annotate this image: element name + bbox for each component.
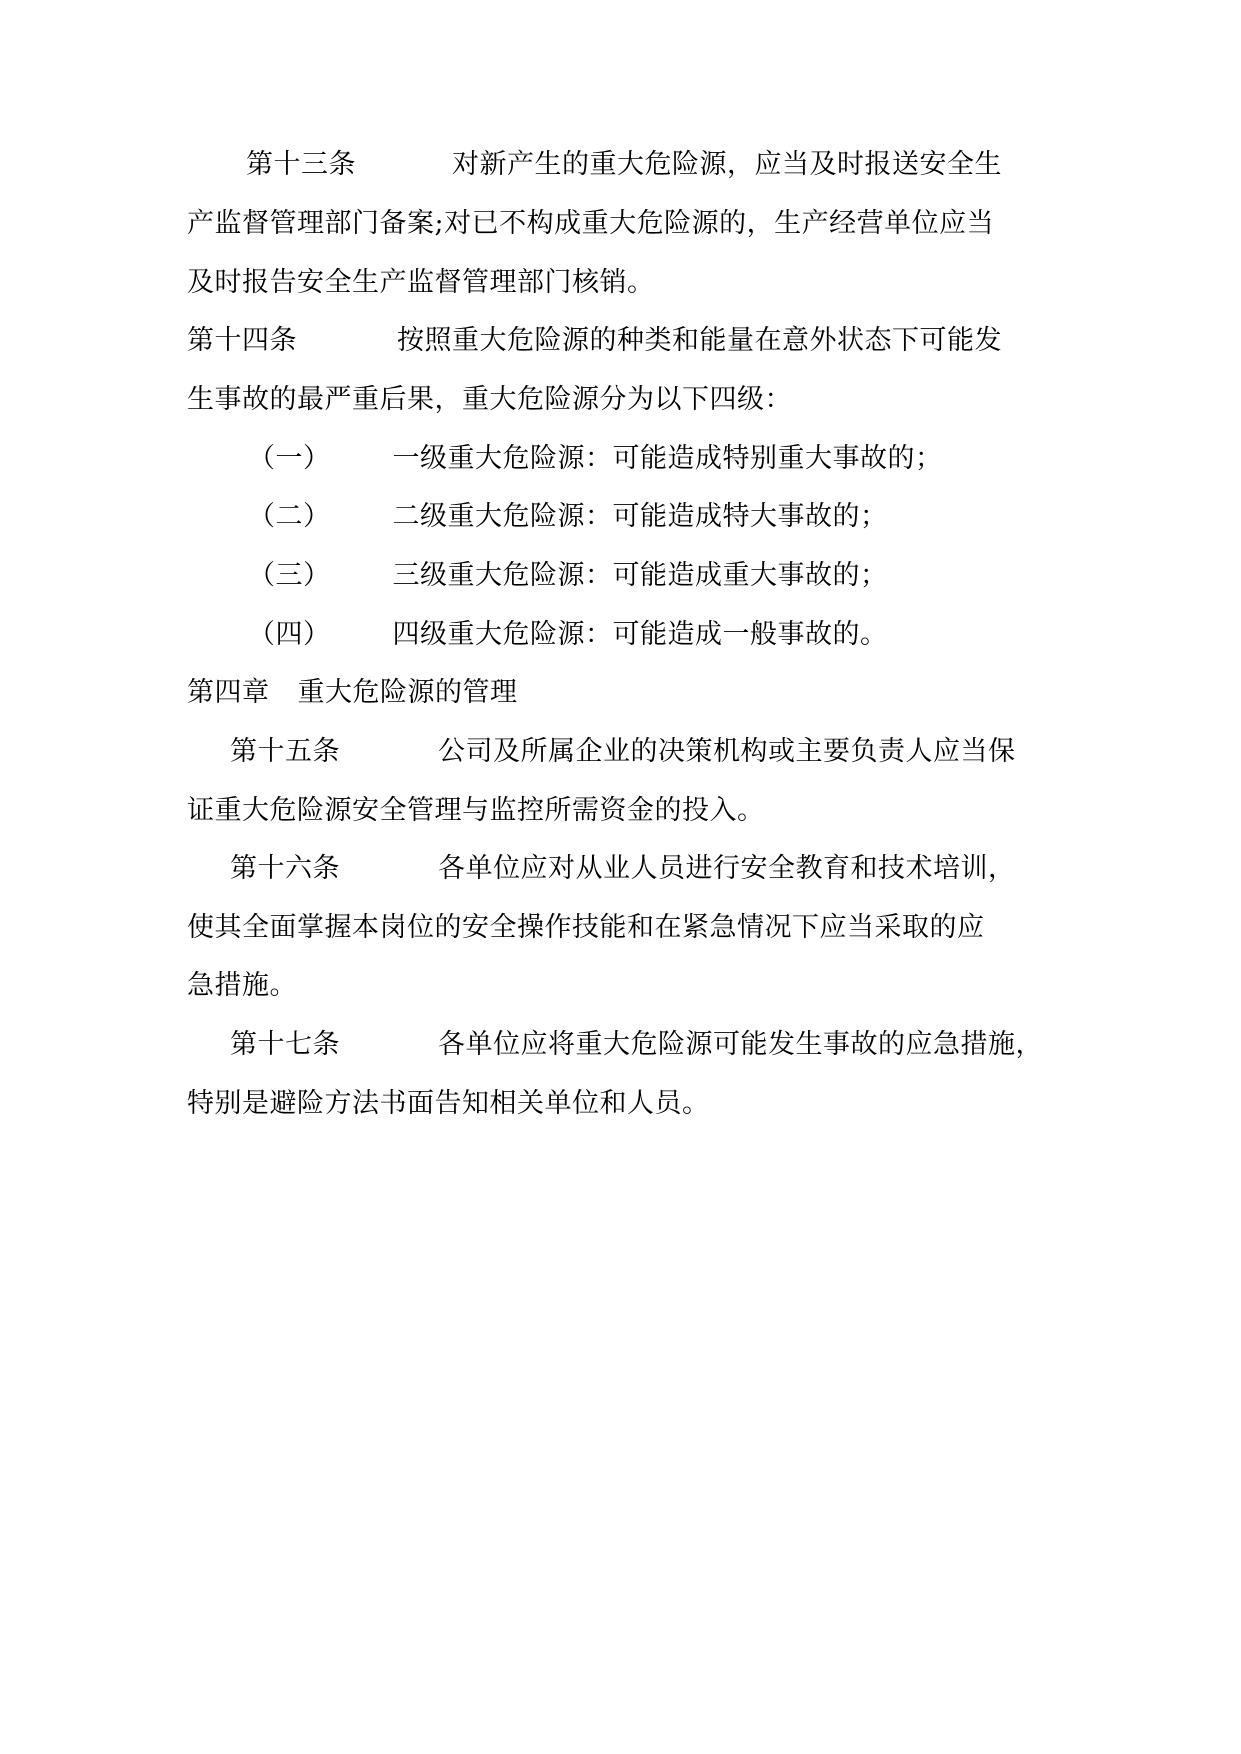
article-15-text-1: 公司及所属企业的决策机构或主要负责人应当保: [438, 736, 1016, 767]
article-14-line-2: 生事故的最严重后果，重大危险源分为以下四级：: [187, 384, 792, 415]
article-14-line-1: [187, 324, 1002, 358]
level-item: [248, 559, 888, 593]
level-text: 三级重大危险源：可能造成重大事故的；: [392, 560, 888, 591]
article-16-line-3: 急措施。: [187, 970, 297, 1001]
article-14-text-1: 按照重大危险源的种类和能量在意外状态下可能发: [397, 325, 1002, 356]
article-15-line-2: 证重大危险源安全管理与监控所需资金的投入。: [187, 795, 765, 826]
level-text: 一级重大危险源：可能造成特别重大事故的；: [392, 443, 943, 474]
level-text: 二级重大危险源：可能造成特大事故的；: [392, 501, 888, 532]
article-16-line-1: [230, 852, 1016, 886]
article-13-label: 第十三条: [246, 149, 356, 180]
level-item: [248, 500, 888, 534]
article-15-line-1: [230, 735, 1016, 769]
article-13-text-1: 对新产生的重大危险源，应当及时报送安全生: [452, 149, 1002, 180]
level-label: （三）: [248, 560, 331, 591]
chapter-heading: [187, 676, 518, 710]
article-16-label: 第十六条: [230, 853, 340, 884]
level-label: （一）: [248, 443, 331, 474]
article-13-line-2: 产监督管理部门备案;对已不构成重大危险源的，生产经营单位应当: [187, 208, 995, 239]
article-17-label: 第十七条: [230, 1029, 340, 1060]
level-label: （四）: [248, 619, 331, 650]
chapter-number: 第四章: [187, 677, 270, 708]
chapter-title: 重大危险源的管理: [297, 677, 518, 708]
article-16-line-2: 使其全面掌握本岗位的安全操作技能和在紧急情况下应当采取的应: [187, 912, 985, 943]
level-item: [248, 618, 888, 652]
article-15-label: 第十五条: [230, 736, 340, 767]
article-17-text-1: 各单位应将重大危险源可能发生事故的应急措施，: [438, 1029, 1043, 1060]
level-text: 四级重大危险源：可能造成一般事故的。: [392, 619, 888, 650]
article-14-label: 第十四条: [187, 325, 297, 356]
article-16-text-1: 各单位应对从业人员进行安全教育和技术培训，: [438, 853, 1016, 884]
article-13-line-3: 及时报告安全生产监督管理部门核销。: [187, 267, 655, 298]
article-17-line-2: 特别是避险方法书面告知相关单位和人员。: [187, 1088, 710, 1119]
level-item: [248, 442, 943, 476]
level-label: （二）: [248, 501, 331, 532]
article-13-line-1: [246, 148, 1002, 182]
article-17-line-1: [230, 1028, 1043, 1062]
